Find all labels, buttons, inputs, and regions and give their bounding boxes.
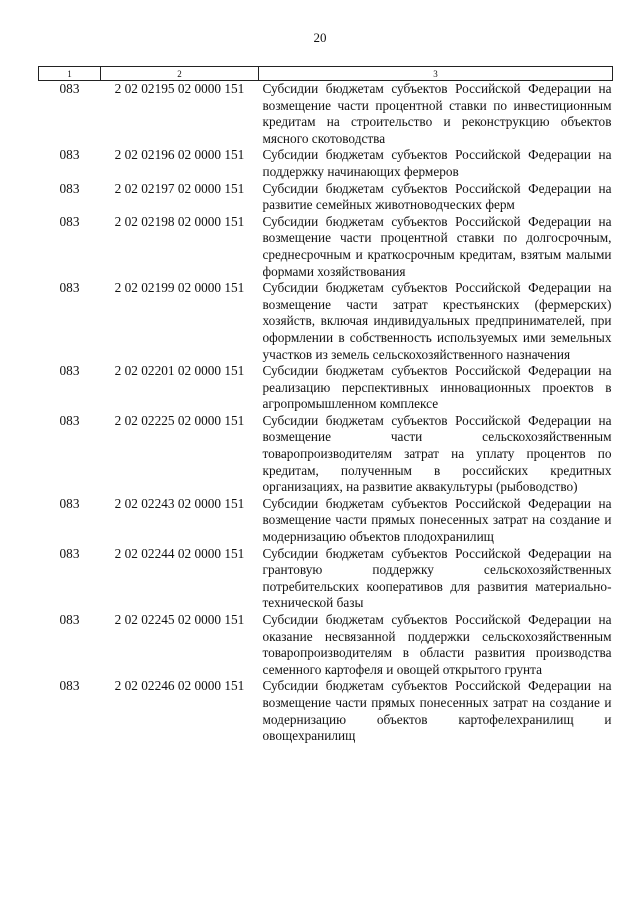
administrator-code: 083 [59,678,80,694]
administrator-code: 083 [59,495,80,511]
table-row [39,81,613,148]
revenue-description: Субсидии бюджетам субъектов Российской Федерации на возмещение части прямых понесенных затрат на создание и модернизацию объектов картофелехранилищ и овощехранилищ [262,678,612,744]
administrator-code: 083 [59,280,80,296]
table-row [39,678,613,744]
table-row [39,496,613,546]
revenue-description: Субсидии бюджетам субъектов Российской Федерации на возмещение части процентной ставки по инвестиционным кредитам на строительство и реконструкцию объектов мясного скотоводства [262,81,612,146]
table-header-row [39,67,613,81]
revenue-code: 2 02 02199 02 0000 151 [114,280,245,296]
table-row [39,363,613,413]
revenue-code: 2 02 02201 02 0000 151 [114,363,245,379]
column-header-2: 2 [101,67,259,81]
table-row [39,546,613,612]
revenue-description: Субсидии бюджетам субъектов Российской Федерации на оказание несвязанной поддержки сельскохозяйственным товаропроизводителям в области развития производства семенного картофеля и овощей открытого грунта [262,612,612,677]
revenue-code: 2 02 02244 02 0000 151 [114,545,245,561]
revenue-code: 2 02 02243 02 0000 151 [114,495,245,511]
table-row [39,612,613,678]
page-number: 20 [313,30,327,45]
administrator-code: 083 [59,545,80,561]
column-header-3: 3 [259,67,613,81]
revenue-description: Субсидии бюджетам субъектов Российской Федерации на возмещение части сельскохозяйственным товаропроизводителям затрат на уплату процентов по кредитам, полученным в российских кредитных организациях, на развитие аквакультуры (рыбоводство) [262,412,612,495]
administrator-code: 083 [59,147,80,163]
revenue-description: Субсидии бюджетам субъектов Российской Федерации на возмещение части прямых понесенных затрат на создание и модернизацию объектов плодохранилищ [262,495,612,545]
revenue-description: Субсидии бюджетам субъектов Российской Федерации на поддержку начинающих фермеров [262,147,612,179]
revenue-code: 2 02 02246 02 0000 151 [114,678,245,694]
column-header-1: 1 [39,67,101,81]
administrator-code: 083 [59,612,80,627]
table-row [39,280,613,363]
administrator-code: 083 [59,363,80,379]
administrator-code: 083 [59,180,80,196]
administrator-code: 083 [59,81,80,96]
revenue-description: Субсидии бюджетам субъектов Российской Федерации на грантовую поддержку сельскохозяйственных потребительских кооперативов для развития материально-технической базы [262,545,612,611]
revenue-code: 2 02 02197 02 0000 151 [114,180,245,196]
revenue-description: Субсидии бюджетам субъектов Российской Федерации на возмещение части процентной ставки по долгосрочным, среднесрочным и краткосрочным кредитам, взятым малыми формами хозяйствования [262,213,612,279]
table-row [39,147,613,180]
budget-classification-table [38,66,613,745]
revenue-description: Субсидии бюджетам субъектов Российской Федерации на возмещение части затрат крестьянских (фермерских) хозяйств, включая индивидуальных предпринимателей, при оформлении в собственность используемых ими земельных участков из земель сельскохозяйственного назначения [262,280,612,362]
table-row [39,413,613,496]
table-row [39,214,613,280]
revenue-code: 2 02 02196 02 0000 151 [114,147,245,163]
administrator-code: 083 [59,213,80,229]
revenue-code: 2 02 02245 02 0000 151 [114,612,245,627]
table-row [39,181,613,214]
revenue-description: Субсидии бюджетам субъектов Российской Федерации на развитие семейных животноводческих ферм [262,180,612,213]
administrator-code: 083 [59,412,80,428]
revenue-code: 2 02 02198 02 0000 151 [114,213,245,229]
revenue-code: 2 02 02195 02 0000 151 [114,81,245,96]
revenue-description: Субсидии бюджетам субъектов Российской Федерации на реализацию перспективных инновационных проектов в агропромышленном комплексе [262,363,612,412]
revenue-code: 2 02 02225 02 0000 151 [114,412,245,428]
